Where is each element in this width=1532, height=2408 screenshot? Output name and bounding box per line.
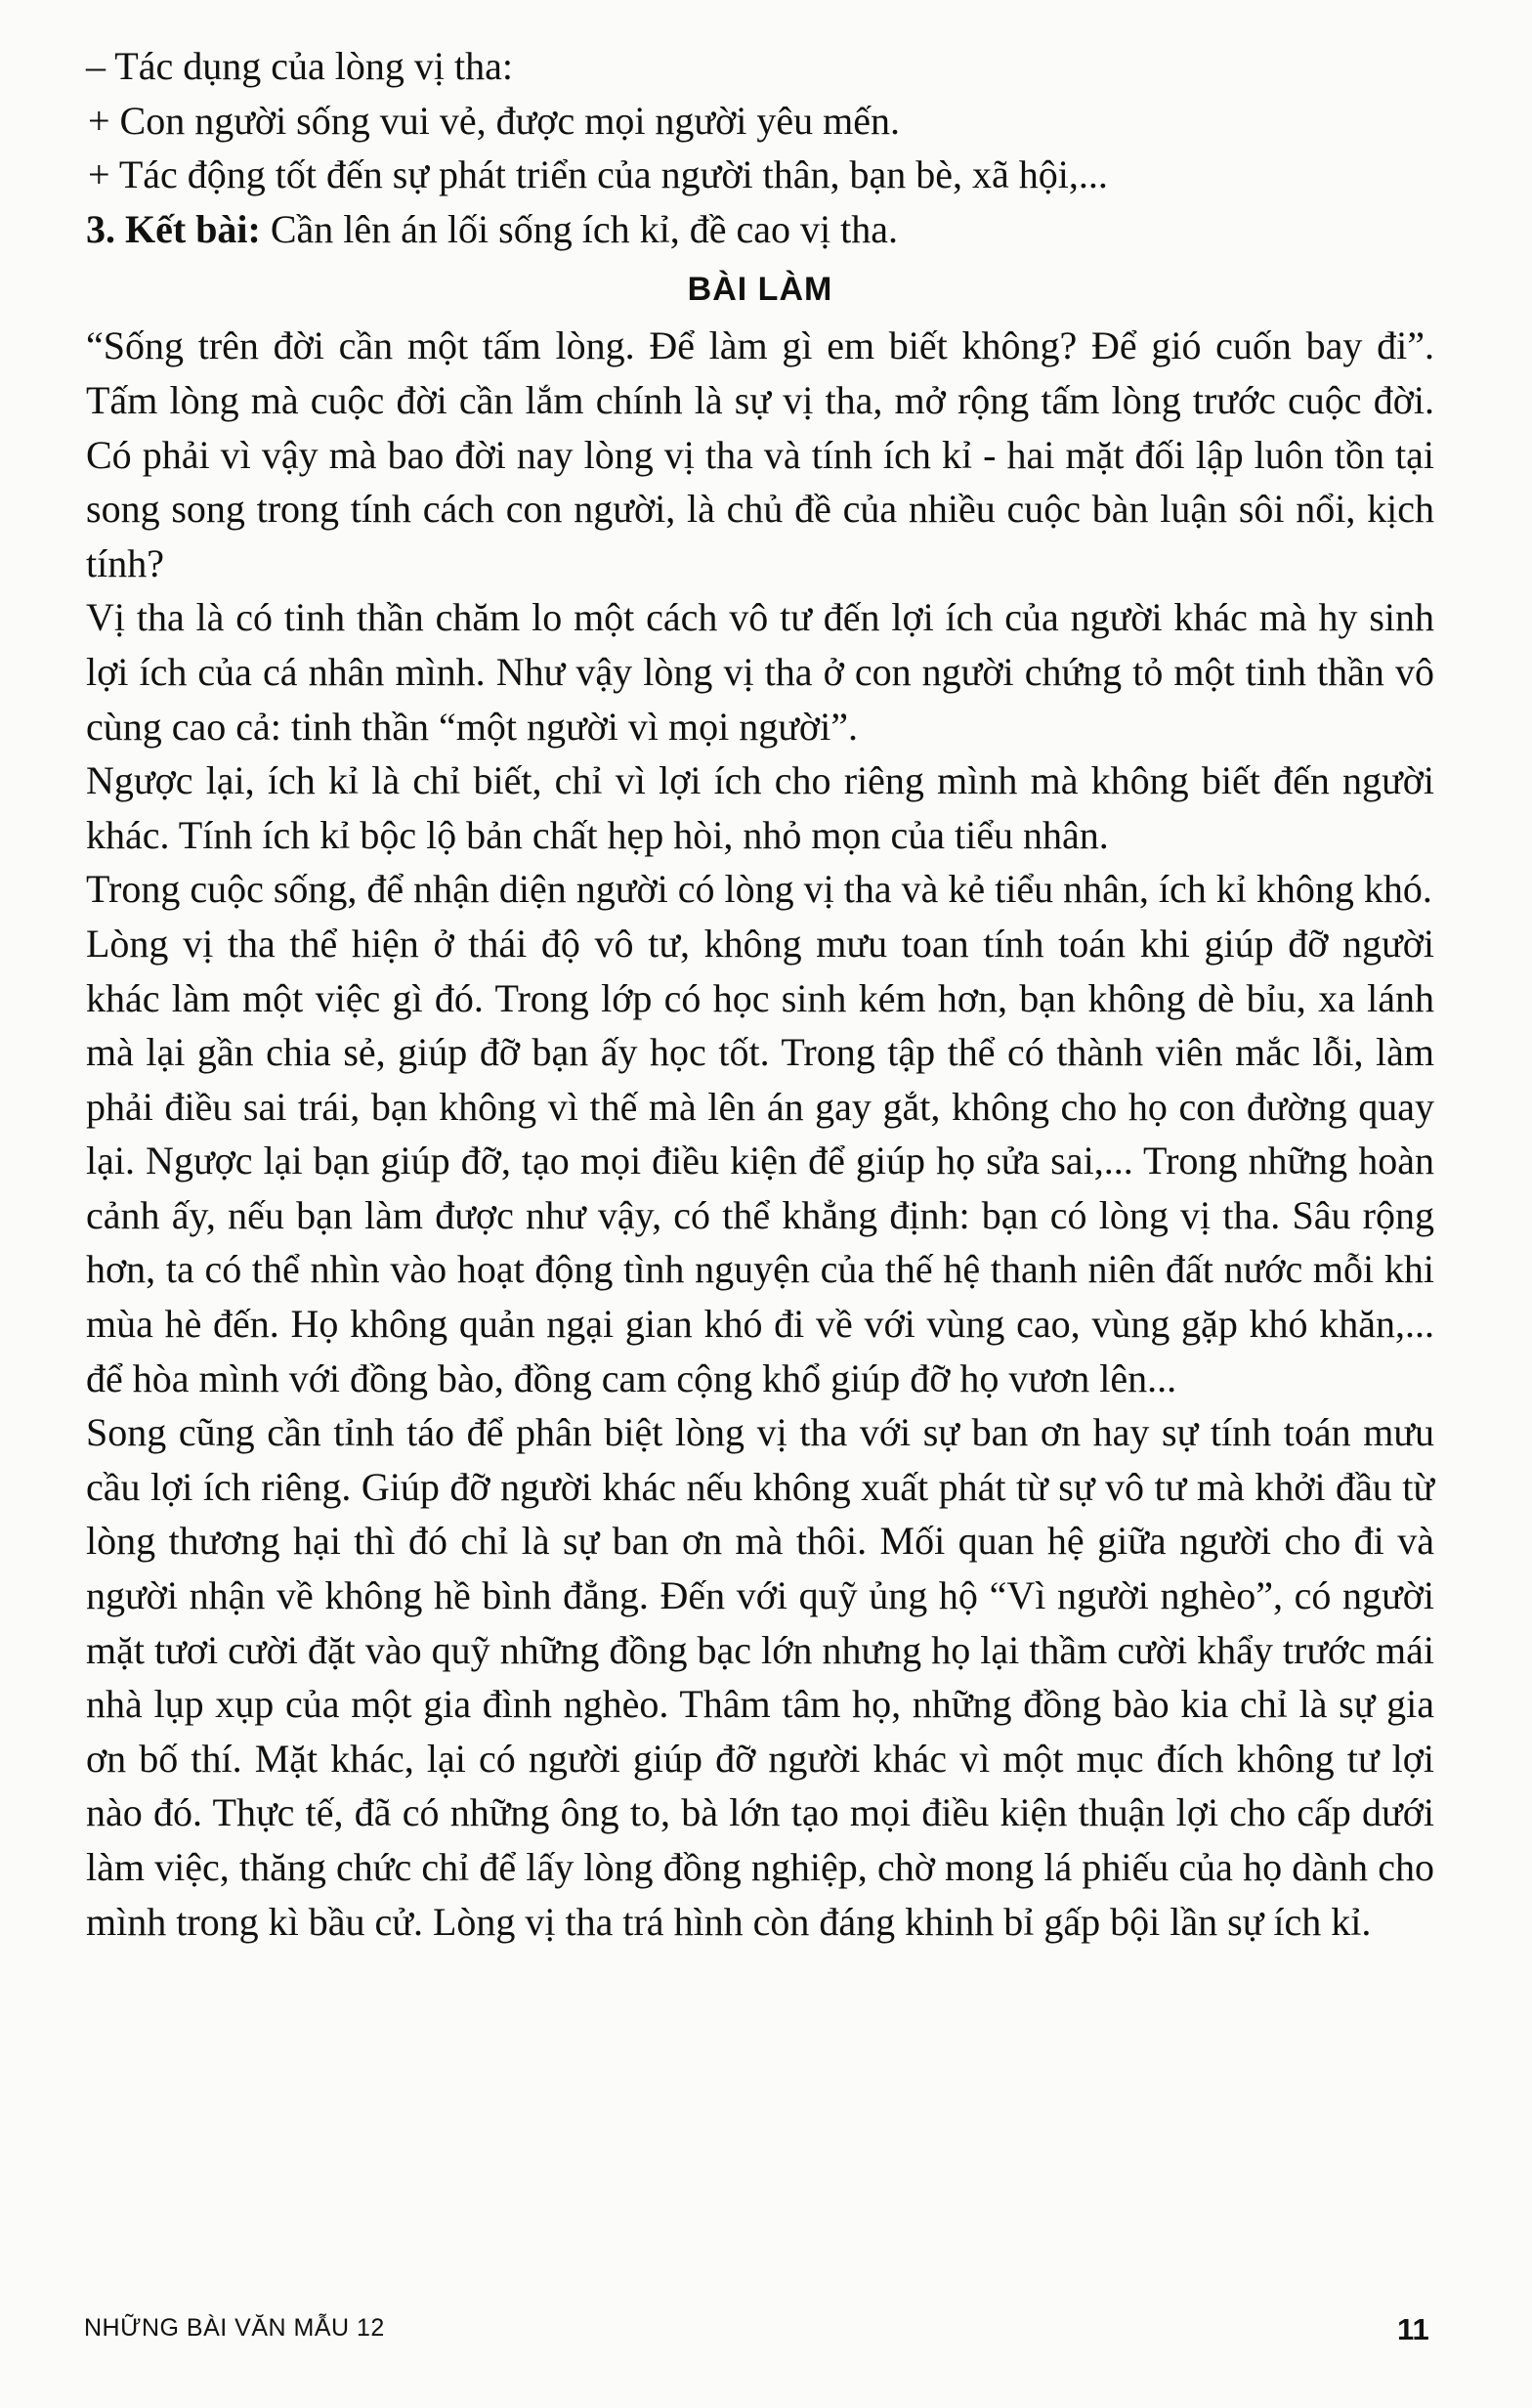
page-number: 11 bbox=[1397, 2312, 1429, 2346]
outline-conclusion bbox=[86, 202, 1434, 257]
page-text bbox=[86, 39, 1434, 1949]
outline-effect-1: + Con người sống vui vẻ, được mọi người yêu mến. bbox=[88, 98, 900, 143]
conclusion-text: Cần lên án lối sống ích kỉ, đề cao vị tha. bbox=[260, 206, 898, 251]
conclusion-label: 3. Kết bài: bbox=[86, 206, 261, 251]
outline-effects-intro: – Tác dụng của lòng vị tha: bbox=[86, 44, 513, 88]
essay-paragraph-1: “Sống trên đời cần một tấm lòng. Để làm gì em biết không? Để gió cuốn bay đi”. Tấm lòng mà cuộc đời cần lắm chính là sự vị tha, mở rộng tấm lòng trước cuộc đời. Có phải vì vậy mà bao đời nay lòng vị tha và tính ích kỉ - hai mặt đối lập luôn tồn tại song song trong tính cách con người, là chủ đề của nhiều cuộc bàn luận sôi nổi, kịch tính? bbox=[86, 323, 1434, 585]
essay-paragraph-3: Ngược lại, ích kỉ là chỉ biết, chỉ vì lợi ích cho riêng mình mà không biết đến người khác. Tính ích kỉ bộc lộ bản chất hẹp hòi, nhỏ mọn của tiểu nhân. bbox=[86, 758, 1434, 857]
essay-paragraph-2: Vị tha là có tinh thần chăm lo một cách vô tư đến lợi ích của người khác mà hy sinh lợi ích của cá nhân mình. Như vậy lòng vị tha ở con người chứng tỏ một tinh thần vô cùng cao cả: tinh thần “một người vì mọi người”. bbox=[86, 595, 1434, 749]
essay-paragraph-4: Trong cuộc sống, để nhận diện người có lòng vị tha và kẻ tiểu nhân, ích kỉ không khó. bbox=[86, 867, 1432, 912]
outline-effect-2: + Tác động tốt đến sự phát triển của người thân, bạn bè, xã hội,... bbox=[88, 152, 1108, 197]
essay-paragraph-5: Lòng vị tha thể hiện ở thái độ vô tư, không mưu toan tính toán khi giúp đỡ người khác làm một việc gì đó. Trong lớp có học sinh kém hơn, bạn không dè bỉu, xa lánh mà lại gần chia sẻ, giúp đỡ bạn ấy học tốt. Trong tập thể có thành viên mắc lỗi, làm phải điều sai trái, bạn không vì thế mà lên án gay gắt, không cho họ con đường quay lại. Ngược lại bạn giúp đỡ, tạo mọi điều kiện để giúp họ sửa sai,... Trong những hoàn cảnh ấy, nếu bạn làm được như vậy, có thể khẳng định: bạn có lòng vị tha. Sâu rộng hơn, ta có thể nhìn vào hoạt động tình nguyện của thế hệ thanh niên đất nước mỗi khi mùa hè đến. Họ không quản ngại gian khó đi về với vùng cao, vùng gặp khó khăn,... để hòa mình với đồng bào, đồng cam cộng khổ giúp đỡ họ vươn lên... bbox=[86, 921, 1434, 1400]
essay-heading: BÀI LÀM bbox=[687, 271, 833, 309]
essay-paragraph-6: Song cũng cần tỉnh táo để phân biệt lòng vị tha với sự ban ơn hay sự tính toán mưu cầu lợi ích riêng. Giúp đỡ người khác nếu không xuất phát từ sự vô tư mà khởi đầu từ lòng thương hại thì đó chỉ là sự ban ơn mà thôi. Mối quan hệ giữa người cho đi và người nhận về không hề bình đẳng. Đến với quỹ ủng hộ “Vì người nghèo”, có người mặt tươi cười đặt vào quỹ những đồng bạc lớn nhưng họ lại thầm cười khẩy trước mái nhà lụp xụp của một gia đình nghèo. Thâm tâm họ, những đồng bào kia chỉ là sự gia ơn bố thí. Mặt khác, lại có người giúp đỡ người khác vì một mục đích không tư lợi nào đó. Thực tế, đã có những ông to, bà lớn tạo mọi điều kiện thuận lợi cho cấp dưới làm việc, thăng chức chỉ để lấy lòng đồng nghiệp, chờ mong lá phiếu của họ dành cho mình trong kì bầu cử. Lòng vị tha trá hình còn đáng khinh bỉ gấp bội lần sự ích kỉ. bbox=[86, 1410, 1434, 1944]
footer-book-title: NHỮNG BÀI VĂN MẪU 12 bbox=[84, 2314, 385, 2342]
